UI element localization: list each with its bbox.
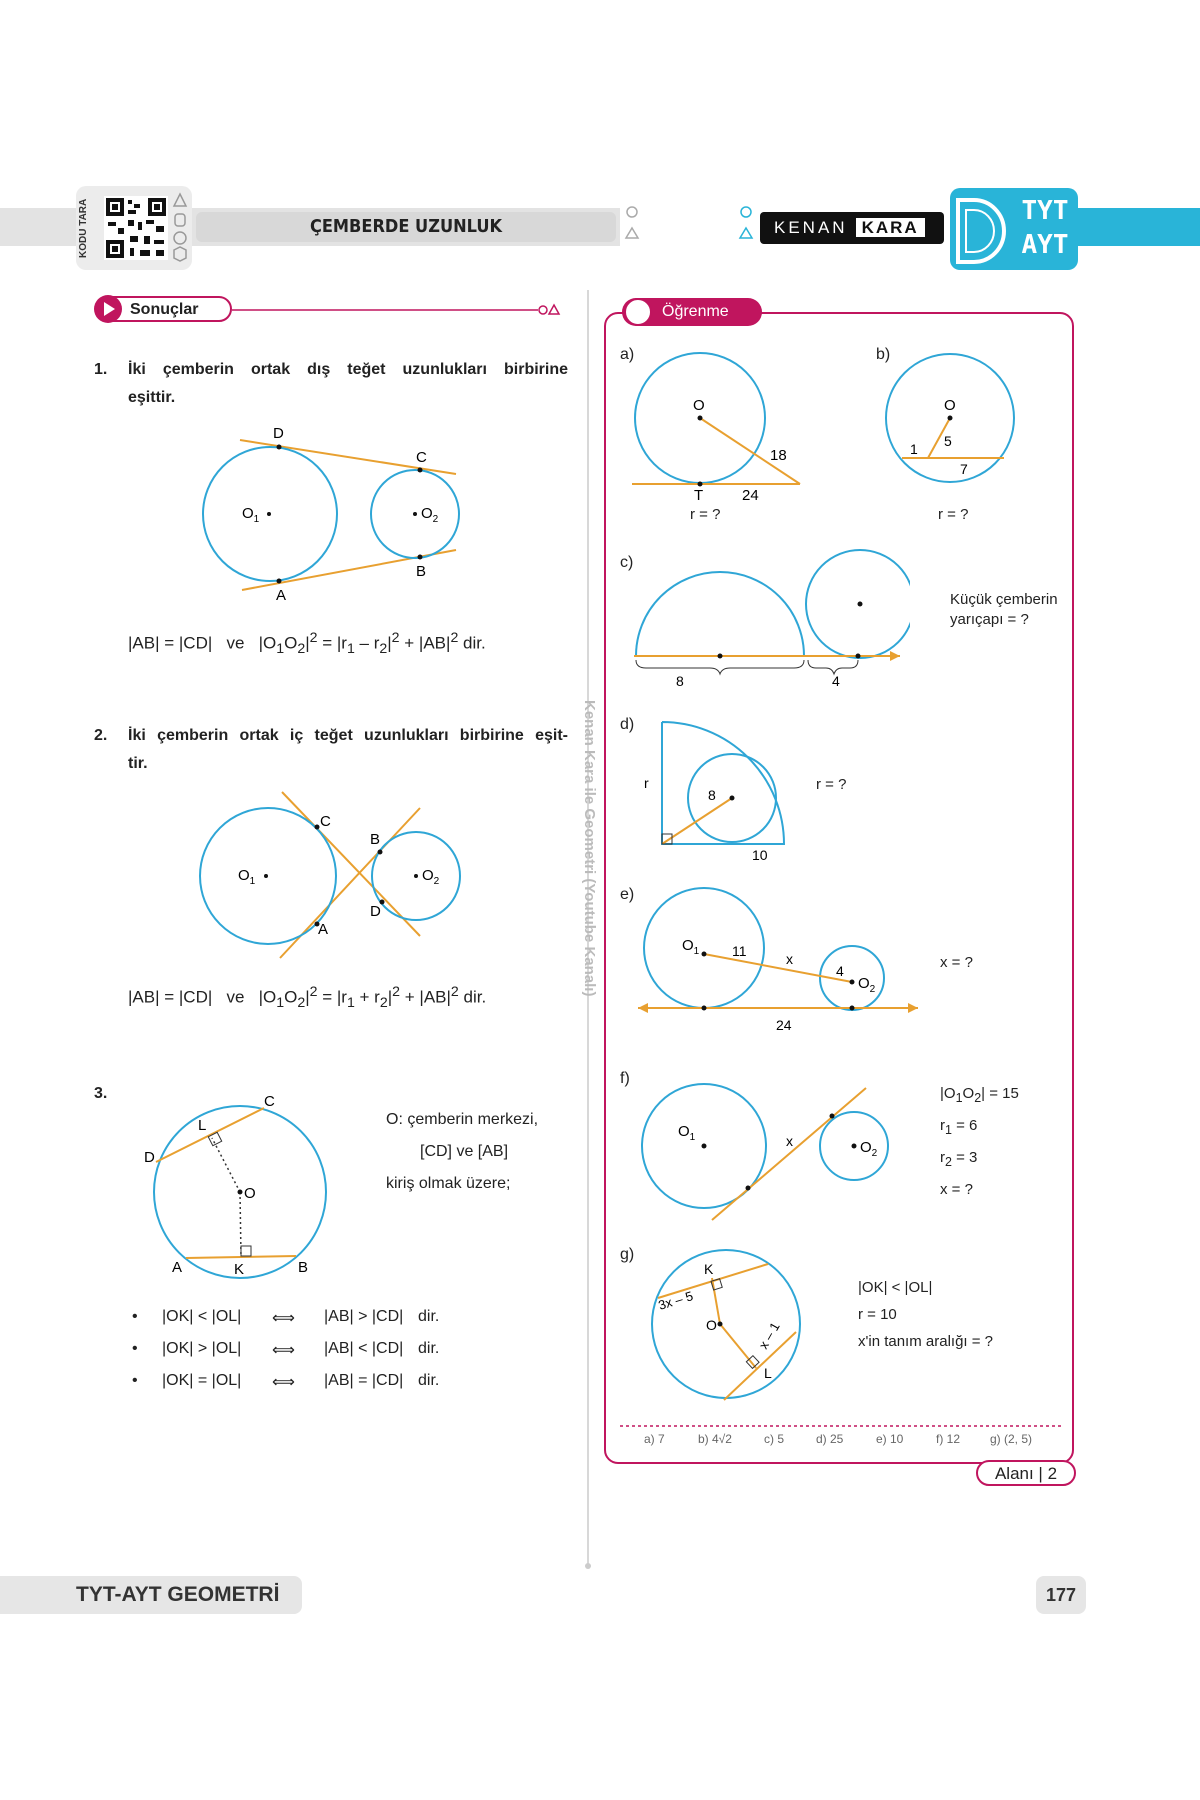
figure-b [880, 350, 1020, 490]
iff-icon: ⟺ [272, 1374, 295, 1391]
question-c-line2: yarıçapı = ? [950, 611, 1029, 628]
results-rule [232, 300, 566, 320]
svg-text:x: x [786, 951, 793, 967]
svg-text:O1: $O_1$ [242, 505, 260, 525]
item3-note [386, 1104, 576, 1200]
svg-text:O1: $O_1$ [682, 937, 700, 957]
question-g-line3: x'in tanım aralığı = ? [858, 1333, 994, 1350]
svg-text:B: B [416, 563, 427, 580]
svg-text:O: O [944, 397, 956, 414]
svg-text:T: T [694, 487, 704, 500]
bullet-dir: dir. [418, 1340, 440, 1357]
question-g-line2: r = 10 [858, 1306, 897, 1323]
brand-name [760, 212, 944, 244]
question-e: x = ? [940, 954, 973, 971]
svg-text:D: D [370, 903, 381, 920]
svg-text:B: B [298, 1259, 309, 1276]
label-c: c) [620, 554, 634, 571]
svg-text:L: L [764, 1365, 772, 1381]
svg-text:8: 8 [676, 673, 684, 689]
item-number-2: 2. [94, 727, 108, 744]
svg-text:O2: $O_2$ [422, 867, 440, 887]
chord-distance-diagram [140, 1086, 340, 1286]
figure-e [636, 884, 926, 1034]
answer-key [620, 1432, 1060, 1454]
svg-text:10: 10 [752, 847, 768, 862]
formula-2: |AB| = |CD| ve $|O_1O_2|^2 = |r_1 + r_2|^2 + |AB|^2$ dir. [128, 984, 487, 1012]
answer-b: b) 4√2 [698, 1432, 732, 1446]
svg-text:r: r [644, 775, 649, 791]
svg-text:O2: $O_2$ [860, 1139, 878, 1159]
title-end-icons [622, 200, 642, 246]
results-tag: Sonuçlar [96, 296, 232, 322]
question-a: r = ? [690, 506, 721, 523]
svg-text:O2: $O_2$ [858, 975, 876, 995]
figure-g [648, 1244, 808, 1404]
bullet-right: |AB| < |CD| [324, 1340, 404, 1357]
svg-text:4: 4 [832, 673, 840, 689]
answer-e: e) 10 [876, 1432, 904, 1446]
bullet-dir: dir. [418, 1308, 440, 1325]
relation-list [132, 1308, 552, 1408]
question-f-line3: $r_2 = 3$ [940, 1149, 978, 1169]
bullet-dot: • [132, 1372, 138, 1389]
answer-d: d) 25 [816, 1432, 844, 1446]
svg-text:x: x [786, 1133, 793, 1149]
svg-text:O1: $O_1$ [238, 867, 256, 887]
answer-a: a) 7 [644, 1432, 665, 1446]
item-text-1a: İki çemberin ortak dış teğet uzunlukları birbirine [128, 361, 568, 378]
iff-icon: ⟺ [272, 1310, 295, 1327]
question-f [940, 1080, 1019, 1203]
footer-title: TYT-AYT GEOMETRİ [0, 1576, 302, 1614]
label-b: b) [876, 346, 891, 363]
note-line-3: kiriş olmak üzere; [386, 1175, 511, 1192]
label-a: a) [620, 346, 635, 363]
d-logo-icon [952, 196, 1008, 266]
svg-text:24: 24 [742, 487, 759, 500]
question-f-line2: $r_1 = 6$ [940, 1117, 978, 1137]
bullet-dir: dir. [418, 1372, 440, 1389]
svg-text:K: K [704, 1261, 714, 1277]
svg-text:A: A [276, 587, 287, 604]
svg-text:1: 1 [910, 441, 918, 457]
question-f-line1: $|O_1O_2| = 15$ [940, 1085, 1019, 1105]
figure-f [636, 1068, 896, 1226]
bullet-left: |OK| > |OL| [162, 1340, 242, 1357]
svg-text:8: 8 [708, 787, 716, 803]
side-channel-text: Kenan Kara ile Geometri (Youtube Kanalı) [581, 700, 598, 997]
svg-text:A: A [318, 921, 329, 938]
answer-g: g) (2, 5) [990, 1432, 1033, 1446]
qr-code-icon[interactable] [104, 196, 168, 260]
question-c [950, 590, 1058, 630]
svg-text:24: 24 [776, 1017, 792, 1033]
note-line-2: [CD] ve [AB] [420, 1143, 509, 1160]
internal-tangent-diagram [190, 786, 470, 966]
question-c-line1: Küçük çemberin [950, 591, 1058, 608]
answer-c: c) 5 [764, 1432, 785, 1446]
bullet-left: |OK| = |OL| [162, 1372, 242, 1389]
iff-icon: ⟺ [272, 1342, 295, 1359]
play-icon [624, 298, 652, 326]
svg-text:D: D [273, 425, 284, 442]
figure-c [630, 546, 910, 696]
item-text-2b: tir. [128, 755, 148, 772]
svg-text:O: O [244, 1185, 256, 1202]
item-text-1b: eşittir. [128, 389, 176, 406]
svg-text:18: 18 [770, 447, 787, 464]
figure-a [630, 350, 810, 500]
question-b: r = ? [938, 506, 969, 523]
answers-divider [620, 1424, 1062, 1428]
svg-text:C: C [320, 813, 331, 830]
shape-icons [172, 192, 188, 262]
note-line-1: O: çemberin merkezi, [386, 1111, 539, 1128]
svg-text:A: A [172, 1259, 183, 1276]
svg-text:K: K [234, 1261, 245, 1278]
answer-f: f) 12 [936, 1432, 961, 1446]
svg-text:4: 4 [836, 963, 844, 979]
label-d: d) [620, 716, 635, 733]
label-e: e) [620, 886, 635, 903]
external-tangent-diagram [190, 420, 470, 606]
question-g-line1: |OK| < |OL| [858, 1279, 933, 1296]
item-number-1: 1. [94, 361, 108, 378]
item-text-2a: İki çemberin ortak iç teğet uzunlukları birbirine eşit- [128, 727, 568, 744]
question-g [858, 1274, 993, 1355]
bullet-right: |AB| = |CD| [324, 1372, 404, 1389]
page-number: 177 [1036, 1576, 1086, 1614]
figure-d [640, 712, 800, 862]
svg-text:B: B [370, 831, 381, 848]
question-f-line4: x = ? [940, 1181, 973, 1198]
formula-1: |AB| = |CD| ve $|O_1O_2|^2 = |r_1 - r_2|^2 + |AB|^2$ dir. [128, 630, 486, 658]
learning-tag: Öğrenme [622, 298, 762, 326]
badge-text [1010, 194, 1080, 266]
svg-text:O: O [706, 1317, 717, 1333]
svg-text:C: C [264, 1093, 275, 1110]
svg-text:3x – 5: 3x – 5 [656, 1288, 695, 1313]
badge-ayt: AYT [1021, 230, 1069, 260]
level-badge: Alanı | 2 [976, 1460, 1076, 1486]
svg-text:7: 7 [960, 461, 968, 477]
brand-first: KENAN [774, 218, 848, 237]
svg-text:C: C [416, 449, 427, 466]
bullet-left: |OK| < |OL| [162, 1308, 242, 1325]
svg-text:O1: $O_1$ [678, 1123, 696, 1143]
label-g: g) [620, 1246, 635, 1263]
brand-start-icons [736, 200, 756, 246]
svg-text:L: L [198, 1117, 207, 1134]
question-d: r = ? [816, 776, 847, 793]
bullet-right: |AB| > |CD| [324, 1308, 404, 1325]
svg-text:O: O [693, 397, 705, 414]
svg-text:x – 1: x – 1 [755, 1319, 783, 1352]
bullet-dot: • [132, 1340, 138, 1357]
qr-caption: KODU TARA [78, 198, 89, 258]
badge-tyt: TYT [1021, 196, 1069, 226]
bullet-dot: • [132, 1308, 138, 1325]
svg-text:D: D [144, 1149, 155, 1166]
brand-last: KARA [856, 218, 925, 237]
label-f: f) [620, 1070, 630, 1087]
svg-text:5: 5 [944, 433, 952, 449]
svg-text:11: 11 [732, 943, 747, 959]
svg-text:O2: $O_2$ [421, 505, 439, 525]
page-title: ÇEMBERDE UZUNLUK [196, 212, 616, 242]
item-number-3: 3. [94, 1085, 108, 1102]
